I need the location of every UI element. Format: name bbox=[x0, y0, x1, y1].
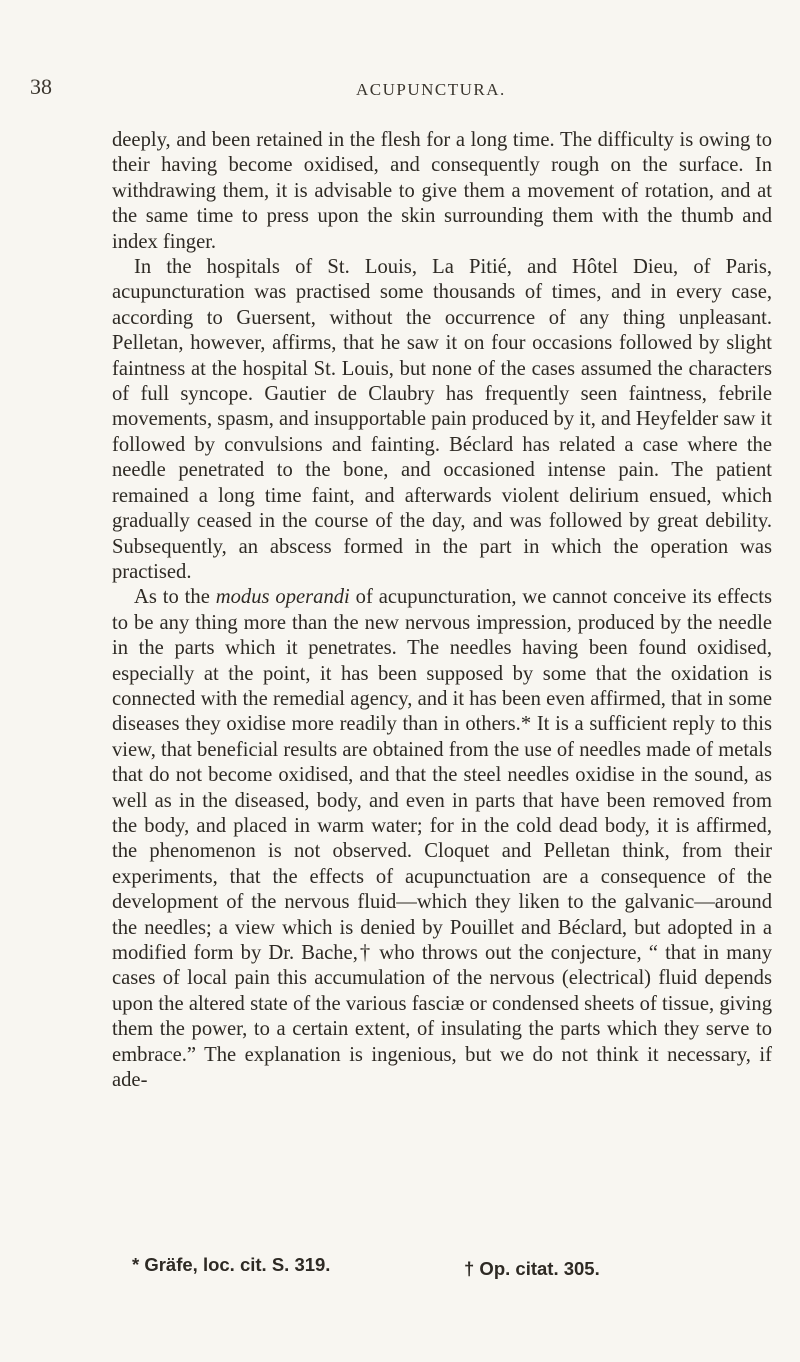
body-text bbox=[112, 128, 772, 1093]
footnote-grafe: * Gräfe, loc. cit. S. 319. bbox=[132, 1254, 331, 1275]
footnote-op-citat: † Op. citat. 305. bbox=[464, 1258, 600, 1279]
page-number: 38 bbox=[30, 74, 52, 99]
paragraph-3-lead: As to the bbox=[134, 586, 216, 609]
paragraph-1: deeply, and been retained in the flesh for a long time. The difficulty is owing to their having become oxidised, and consequently rough on the surface. In withdrawing them, it is advisable to give them a movement of rotation, and at the same time to press upon the skin surrounding them with the thumb and index finger. bbox=[112, 129, 772, 253]
running-head: ACUPUNCTURA. bbox=[356, 80, 506, 99]
paragraph-3-italic: modus operandi bbox=[215, 586, 350, 609]
paragraph-3-rest: of acupuncturation, we cannot conceive its effects to be any thing more than the new nervous impression, produced by the needle in the parts which it penetrates. The needles having been found oxidised, especially at the point, it has been supposed by some that the oxidation is connected with the remedial agency, and it has been even affirmed, that in some diseases they oxidise more readily than in others.* It is a sufficient reply to this view, that beneficial results are obtained from the use of needles made of metals that do not become oxidised, and that the steel needles oxidise in the sound, as well as in the diseased, body, and even in parts that have been removed from the body, and placed in warm water; for in the cold dead body, it is affirmed, the phenomenon is not observed. Cloquet and Pelletan think, from their experiments, that the effects of acupunctuation are a consequence of the development of the nervous fluid—which they liken to the galvanic—around the needles; a view which is denied by Pouillet and Béclard, but adopted in a modified form by Dr. Bache,† who throws out the conjecture, “ that in many cases of local pain this accumulation of the nervous (electrical) fluid depends upon the altered state of the various fasciæ or condensed sheets of tissue, giving them the power, to a certain extent, of insulating the parts which they serve to embrace.” The explanation is ingenious, but we do not think it necessary, if ade- bbox=[112, 586, 772, 1092]
paragraph-2: In the hospitals of St. Louis, La Pitié, and Hôtel Dieu, of Paris, acupuncturation was practised some thousands of times, and in every case, according to Guersent, without the occurrence of any thing unpleasant. Pelletan, however, affirms, that he saw it on four occasions followed by slight faintness at the hospital St. Louis, but none of the cases assumed the characters of full syncope. Gautier de Claubry has frequently seen faintness, febrile movements, spasm, and insupportable pain produced by it, and Heyfelder saw it followed by convulsions and fainting. Béclard has related a case where the needle penetrated to the bone, and occasioned intense pain. The patient remained a long time faint, and afterwards violent delirium ensued, which gradually ceased in the course of the day, and was followed by great debility. Subsequently, an abscess formed in the part in which the operation was practised. bbox=[112, 256, 772, 583]
paragraph-3 bbox=[112, 585, 772, 1093]
page-header bbox=[30, 74, 760, 104]
